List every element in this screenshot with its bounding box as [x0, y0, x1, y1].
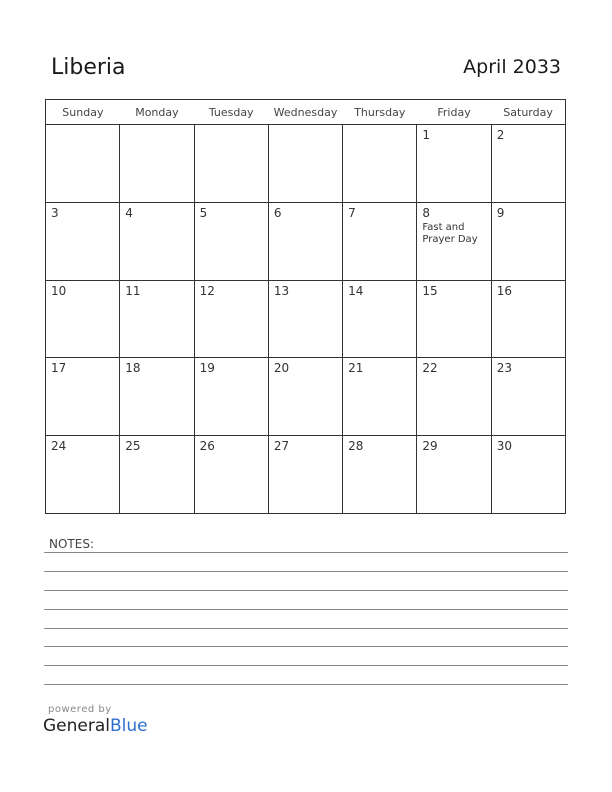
day-number: 23	[496, 361, 512, 376]
calendar-day-cell	[343, 358, 417, 436]
calendar-day-cell	[46, 125, 120, 203]
day-number: 5	[199, 205, 208, 220]
day-number: 6	[273, 205, 282, 220]
calendar-day-cell	[343, 125, 417, 203]
calendar-day-cell	[268, 280, 342, 358]
calendar-week-row	[46, 436, 566, 514]
calendar-week-row	[46, 358, 566, 436]
calendar-day-cell	[120, 280, 194, 358]
calendar-day-cell	[417, 280, 491, 358]
notes-line	[44, 609, 568, 610]
day-number: 13	[273, 283, 290, 298]
day-number: 30	[496, 439, 512, 454]
calendar-day-cell	[417, 125, 491, 203]
day-number: 17	[51, 361, 67, 376]
brand-blue: Blue	[110, 716, 148, 736]
brand-general: General	[43, 716, 110, 736]
calendar-day-cell	[46, 202, 120, 280]
powered-by-text: powered by	[48, 704, 112, 715]
weekday-header: Friday	[417, 100, 491, 125]
day-number: 1	[422, 128, 431, 142]
day-number: 7	[348, 205, 356, 220]
brand-logo	[43, 716, 148, 736]
calendar-day-cell	[417, 358, 491, 436]
calendar-day-cell	[120, 436, 194, 514]
day-number: 27	[273, 439, 290, 454]
notes-line	[44, 590, 568, 591]
calendar-day-cell	[268, 436, 342, 514]
day-number: 4	[125, 205, 133, 220]
calendar-day-cell	[194, 280, 268, 358]
calendar-country-title: Liberia	[51, 55, 126, 80]
calendar-day-cell	[46, 280, 120, 358]
weekday-header: Tuesday	[194, 100, 268, 125]
day-number: 18	[125, 361, 141, 376]
calendar-day-cell	[46, 358, 120, 436]
notes-line	[44, 646, 568, 647]
day-number: 20	[273, 361, 290, 376]
calendar-day-cell	[194, 125, 268, 203]
notes-line	[44, 684, 568, 685]
calendar-day-cell	[343, 202, 417, 280]
notes-line	[44, 665, 568, 666]
notes-line	[44, 571, 568, 572]
calendar-day-cell	[417, 436, 491, 514]
calendar-week-row	[46, 280, 566, 358]
weekday-header: Sunday	[46, 100, 120, 125]
calendar-week-row	[46, 202, 566, 280]
day-number: 26	[199, 439, 215, 454]
calendar-day-cell	[268, 202, 342, 280]
calendar-day-cell	[120, 358, 194, 436]
notes-line	[44, 628, 568, 629]
day-number: 10	[51, 283, 67, 298]
calendar-day-cell	[194, 436, 268, 514]
weekday-header: Monday	[120, 100, 194, 125]
day-number: 9	[496, 205, 505, 220]
calendar-week-row	[46, 125, 566, 203]
day-number: 19	[199, 361, 215, 376]
calendar-day-cell	[194, 358, 268, 436]
day-number: 29	[422, 439, 438, 454]
day-number: 28	[348, 439, 364, 454]
calendar-day-cell	[491, 436, 565, 514]
calendar-day-cell	[491, 358, 565, 436]
holiday-label: Fast and Prayer Day	[422, 221, 478, 245]
notes-line	[44, 552, 568, 553]
notes-label: NOTES:	[49, 537, 94, 551]
day-number: 15	[422, 283, 438, 298]
day-number: 2	[496, 128, 505, 142]
day-number: 16	[496, 283, 512, 298]
calendar-day-cell	[417, 202, 491, 280]
calendar-grid	[45, 99, 566, 514]
calendar-day-cell	[491, 125, 565, 203]
weekday-header-row	[46, 100, 566, 125]
calendar-day-cell	[194, 202, 268, 280]
day-number: 3	[51, 205, 59, 220]
weekday-header: Wednesday	[268, 100, 342, 125]
calendar-day-cell	[491, 202, 565, 280]
calendar-day-cell	[343, 280, 417, 358]
day-number: 22	[422, 361, 438, 376]
weekday-header: Saturday	[491, 100, 565, 125]
day-number: 8	[422, 205, 431, 220]
weekday-header: Thursday	[343, 100, 417, 125]
calendar-day-cell	[491, 280, 565, 358]
day-number: 21	[348, 361, 364, 376]
calendar-day-cell	[120, 202, 194, 280]
calendar-day-cell	[343, 436, 417, 514]
calendar-day-cell	[46, 436, 120, 514]
calendar-day-cell	[120, 125, 194, 203]
day-number: 12	[199, 283, 215, 298]
day-number: 11	[125, 283, 141, 298]
calendar-month-title: April 2033	[463, 56, 561, 78]
day-number: 25	[125, 439, 141, 454]
day-number: 14	[348, 283, 364, 298]
calendar-day-cell	[268, 125, 342, 203]
day-number: 24	[51, 439, 67, 454]
calendar-day-cell	[268, 358, 342, 436]
